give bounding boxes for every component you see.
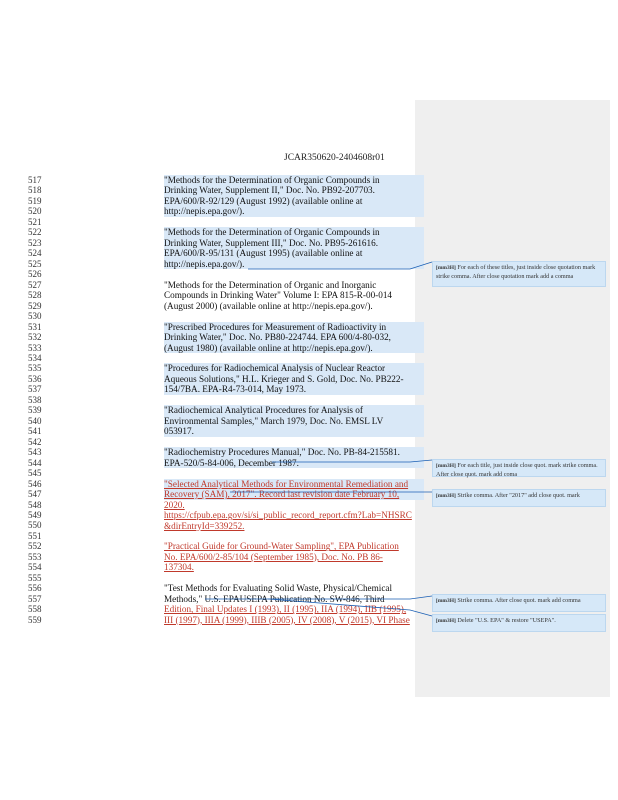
comment-author: [mm3H] [436,618,456,624]
line-number: 555 [28,572,42,583]
line-number: 536 [28,373,42,384]
line-number: 522 [28,227,42,238]
reference-line: Edition, Final Updates I (1993), II (1995), IIA (1994), IIB (1995), [164,604,407,615]
line-number: 531 [28,321,42,332]
line-number: 557 [28,593,42,604]
reference-paragraph [164,322,424,353]
comment-text: For each title, just inside close quot. mark strike comma. After close quot. mark add coma [436,462,598,478]
reference-line: EPA/600/R-95/131 (August 1995) (available online at [164,248,424,258]
line-number: 532 [28,332,42,343]
review-comment[interactable] [432,594,606,612]
line-number: 530 [28,311,42,322]
line-number: 523 [28,237,42,248]
line-number: 526 [28,269,42,280]
reference-line: "Selected Analytical Methods for Environmental Remediation and [164,479,424,489]
line-number: 549 [28,510,42,520]
line-number: 553 [28,551,42,562]
comment-author: [mm3H] [436,463,456,469]
line-number: 542 [28,436,42,447]
line-number: 546 [28,478,42,489]
reference-line: Drinking Water, Supplement III," Doc. No. PB95-261616. [164,238,424,248]
reference-line: Methods," U.S. EPAUSEPA Publication No. SW-846, Third [164,593,385,604]
comment-author: [mm3H] [436,493,456,499]
line-number: 541 [28,426,42,437]
reference-line: "Methods for the Determination of Organic Compounds in [164,227,424,237]
reference-line: Environmental Samples," March 1979, Doc. No. EMSL LV [164,416,424,426]
line-number: 524 [28,248,42,259]
reference-line: (August 2000) (available online at http://nepis.epa.gov/). [164,300,373,311]
reference-line: http://nepis.epa.gov/). [164,259,424,269]
reference-line: Drinking Water," Doc. No. PB80-224744. EPA 600/4-80-032, [164,332,424,342]
document-id-header: JCAR350620-2404608r01 [284,153,385,163]
reference-line: EPA/600/R-92/129 (August 1992) (available online at [164,196,424,206]
line-number: 544 [28,457,42,468]
reference-line: "Radiochemical Analytical Procedures for Analysis of [164,405,424,415]
reference-line: 137304. [164,562,194,573]
reference-line: Aqueous Solutions," H.L. Krieger and S. Gold, Doc. No. PB222- [164,374,424,384]
reference-paragraph-revised [164,541,424,572]
reference-line: "Methods for the Determination of Organic Compounds in [164,175,424,185]
line-numbers [28,175,58,625]
line-number: 540 [28,415,42,426]
line-number: 543 [28,447,42,458]
comment-text: Delete "U.S. EPA" & restore "USEPA". [457,617,556,624]
line-number: 556 [28,583,42,594]
reference-paragraph-inserted [164,479,424,531]
reference-line: 2020. [164,499,185,510]
reference-line: 053917. [164,426,424,436]
line-number: 552 [28,541,42,552]
review-comment[interactable] [432,489,606,507]
reference-line: "Methods for the Determination of Organic and Inorganic [164,279,377,290]
comment-author: [mm3H] [436,265,456,271]
line-number: 528 [28,290,42,301]
line-number: 548 [28,499,42,510]
review-comment[interactable] [432,614,606,632]
line-number: 518 [28,185,42,196]
line-number: 537 [28,384,42,395]
line-number: 554 [28,562,42,573]
reference-line: No. EPA/600/2-85/104 (September 1985), Doc. No. PB 86- [164,551,383,562]
comment-text: Strike comma. After close quot. mark add comma [457,597,581,604]
line-number: 534 [28,352,42,363]
reference-line: Recovery (SAM), 2017". Record last revision date February 10, [164,489,424,499]
line-number: 521 [28,216,42,227]
review-comment[interactable] [432,261,606,287]
line-number: 558 [28,604,42,615]
line-number: 550 [28,520,42,531]
line-number: 539 [28,405,42,416]
reference-paragraph [164,583,424,625]
reference-line: "Prescribed Procedures for Measurement of Radioactivity in [164,322,424,332]
reference-link[interactable]: https://cfpub.epa.gov/si/si_public_record_report.cfm?Lab=NHSRC [164,510,412,521]
comment-text: Strike comma. After "2017" add close quot. mark [457,492,580,499]
reference-line: III (1997), IIIA (1999), IIIB (2005), IV (2008), V (2015), VI Phase [164,614,410,625]
reference-line: 154/7BA. EPA-R4-73-014, May 1973. [164,384,424,394]
reference-line: Drinking Water, Supplement II," Doc. No. PB92-207703. [164,185,424,195]
comment-author: [mm3H] [436,598,456,604]
line-number: 545 [28,468,42,479]
line-number: 559 [28,614,42,625]
line-number: 547 [28,489,42,500]
line-number: 538 [28,394,42,405]
reference-line: EPA-520/5-84-006, December 1987. [164,458,424,468]
line-number: 527 [28,279,42,290]
line-number: 519 [28,195,42,206]
line-number: 533 [28,342,42,353]
reference-paragraph [164,227,424,269]
reference-line: Compounds in Drinking Water" Volume I: EPA 815-R-00-014 [164,290,393,301]
line-number: 525 [28,258,42,269]
reference-line: http://nepis.epa.gov/). [164,206,424,216]
reference-line: &dirEntryId=339252. [164,520,245,531]
comment-text: For each of these titles, just inside close quotation mark strike comma. After close quotation mark add a comma [436,264,596,280]
line-number: 520 [28,206,42,217]
reference-line: "Radiochemistry Procedures Manual," Doc. No. PB-84-215581. [164,447,424,457]
line-number: 517 [28,175,42,185]
line-number: 529 [28,300,42,311]
reference-paragraph [164,405,424,436]
line-number: 535 [28,363,42,374]
line-number: 551 [28,530,42,541]
reference-paragraph [164,175,424,217]
reference-line: "Procedures for Radiochemical Analysis of Nuclear Reactor [164,363,424,373]
reference-line: "Practical Guide for Ground-Water Sampling", EPA Publication [164,541,399,552]
reference-paragraph [164,363,424,394]
reference-paragraph [164,280,424,311]
reference-paragraph [164,447,424,468]
reference-line: (August 1980) (available online at http://nepis.epa.gov/). [164,343,424,353]
review-comment[interactable] [432,459,606,477]
reference-line: "Test Methods for Evaluating Solid Waste, Physical/Chemical [164,583,393,594]
